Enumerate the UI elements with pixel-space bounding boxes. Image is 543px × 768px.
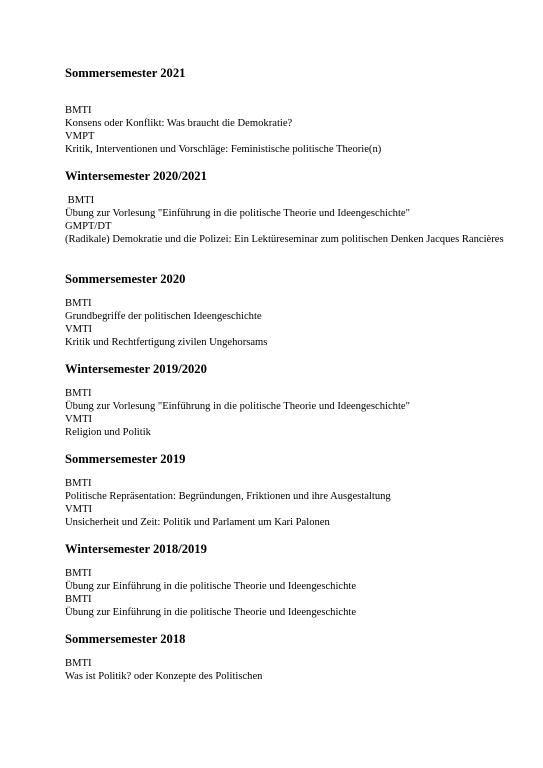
course-title: Übung zur Einführung in die politische Theorie und Ideengeschichte — [65, 581, 357, 592]
course-title: Übung zur Einführung in die politische Theorie und Ideengeschichte — [65, 607, 357, 618]
semester-section — [65, 542, 535, 619]
course-list — [65, 297, 535, 349]
course-list — [65, 194, 535, 246]
module-code: VMTI — [65, 504, 93, 515]
module-code: BMTI — [65, 388, 92, 399]
course-title: Übung zur Vorlesung "Einführung in die politische Theorie und Ideengeschichte" — [65, 401, 410, 412]
course-title: Kritik und Rechtfertigung zivilen Ungehorsams — [65, 337, 268, 348]
module-code: BMTI — [65, 658, 92, 669]
course-title: Politische Repräsentation: Begründungen, Friktionen und ihre Ausgestaltung — [65, 491, 391, 502]
course-title: Konsens oder Konflikt: Was braucht die Demokratie? — [65, 118, 293, 129]
module-code: VMTI — [65, 324, 93, 335]
module-code: GMPT/DT — [65, 221, 112, 232]
course-list — [65, 657, 535, 683]
module-code: BMTI — [65, 568, 92, 579]
course-title: Unsicherheit und Zeit: Politik und Parlament um Kari Palonen — [65, 517, 330, 528]
module-code: BMTI — [65, 478, 92, 489]
module-code: BMTI — [65, 298, 92, 309]
module-code: BMTI — [65, 594, 92, 605]
semester-section — [65, 66, 535, 156]
semester-section — [65, 452, 535, 529]
semester-heading: Wintersemester 2020/2021 — [65, 169, 207, 183]
module-code: VMTI — [65, 414, 93, 425]
module-code: BMTI — [65, 105, 92, 116]
semester-section — [65, 632, 535, 683]
semester-heading: Sommersemester 2019 — [65, 452, 186, 466]
semester-heading: Sommersemester 2018 — [65, 632, 186, 646]
semester-section — [65, 362, 535, 439]
module-code: BMTI — [65, 195, 95, 206]
course-list — [65, 477, 535, 529]
course-list — [65, 567, 535, 619]
module-code: VMPT — [65, 131, 95, 142]
semester-heading: Wintersemester 2018/2019 — [65, 542, 207, 556]
course-title: Übung zur Vorlesung "Einführung in die politische Theorie und Ideengeschichte" — [65, 208, 410, 219]
semester-heading: Sommersemester 2020 — [65, 272, 186, 286]
semester-section — [65, 272, 535, 349]
course-title: Religion und Politik — [65, 427, 151, 438]
course-list — [65, 104, 535, 156]
course-title: (Radikale) Demokratie und die Polizei: Ein Lektüreseminar zum politischen Denken Jacques Rancières — [65, 234, 504, 245]
course-title: Kritik, Interventionen und Vorschläge: Feministische politische Theorie(n) — [65, 144, 382, 155]
semester-heading: Wintersemester 2019/2020 — [65, 362, 207, 376]
course-title: Was ist Politik? oder Konzepte des Politischen — [65, 671, 263, 682]
course-title: Grundbegriffe der politischen Ideengeschichte — [65, 311, 262, 322]
course-list — [65, 387, 535, 439]
semester-heading: Sommersemester 2021 — [65, 66, 186, 80]
semester-section — [65, 169, 535, 246]
